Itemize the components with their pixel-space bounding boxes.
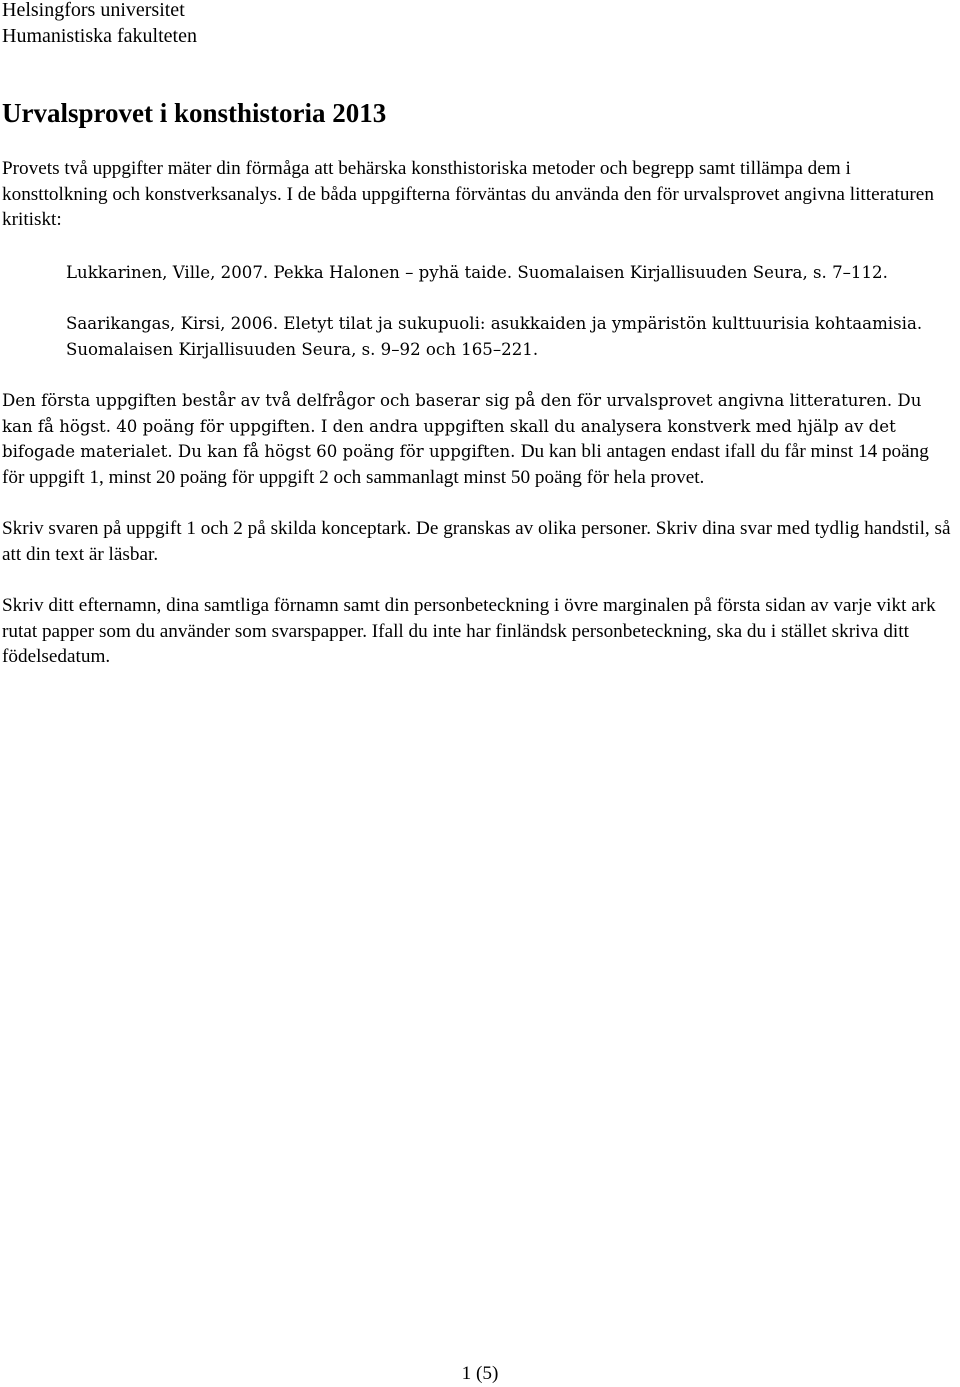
answer-instructions-paragraph: Skriv svaren på uppgift 1 och 2 på skilda konceptark. De granskas av olika personer. Skriv dina svar med tydlig handstil, så att din text är läsbar. (2, 518, 951, 565)
page-number: 1 (5) (461, 1363, 499, 1384)
task-part-1: Den första uppgiften består av två delfrågor och baserar sig på den för urvalsprovet angivna litteraturen. Du kan få högst. 40 poäng för uppgiften. (2, 391, 922, 436)
reference-lukkarinen: Lukkarinen, Ville, 2007. Pekka Halonen – pyhä taide. Suomalaisen Kirjallisuuden Seura, s. 7–112. (66, 263, 888, 282)
reference-saarikangas: Saarikangas, Kirsi, 2006. Eletyt tilat ja sukupuoli: asukkaiden ja ympäristön kulttuurisia kohtaamisia. Suomalaisen Kirjallisuuden Seura, s. 9–92 och 165–221. (66, 314, 923, 359)
institution-name: Helsingfors universitet (2, 0, 185, 21)
identity-instructions-paragraph: Skriv ditt efternamn, dina samtliga förnamn samt din personbeteckning i övre marginalen på första sidan av varje vikt ark rutat papper som du använder som svarspapper. Ifall du inte har finländsk personbeteckning, ska du i stället skriva ditt födelsedatum. (2, 595, 936, 667)
task-description-paragraph (2, 388, 956, 490)
intro-paragraph: Provets två uppgifter mäter din förmåga att behärska konsthistoriska metoder och begrepp samt tillämpa dem i konsttolkning och konstverksanalys. I de båda uppgifterna förväntas du använda den för urvalsprovet angivna litteraturen kritiskt: (2, 158, 934, 230)
document-header (2, 0, 197, 49)
faculty-name: Humanistiska fakulteten (2, 25, 197, 47)
task-part-3: Du kan bli antagen endast ifall du får minst 14 poäng för uppgift 1, minst 20 poäng för uppgift 2 och sammanlagt minst 50 poäng för hela provet. (2, 441, 929, 488)
page-title: Urvalsprovet i konsthistoria 2013 (2, 98, 387, 128)
task-part-2: I den andra uppgiften skall du analysera konstverk med hjälp av det bifogade materialet. Du kan få högst 60 poäng för uppgiften. (2, 416, 896, 461)
